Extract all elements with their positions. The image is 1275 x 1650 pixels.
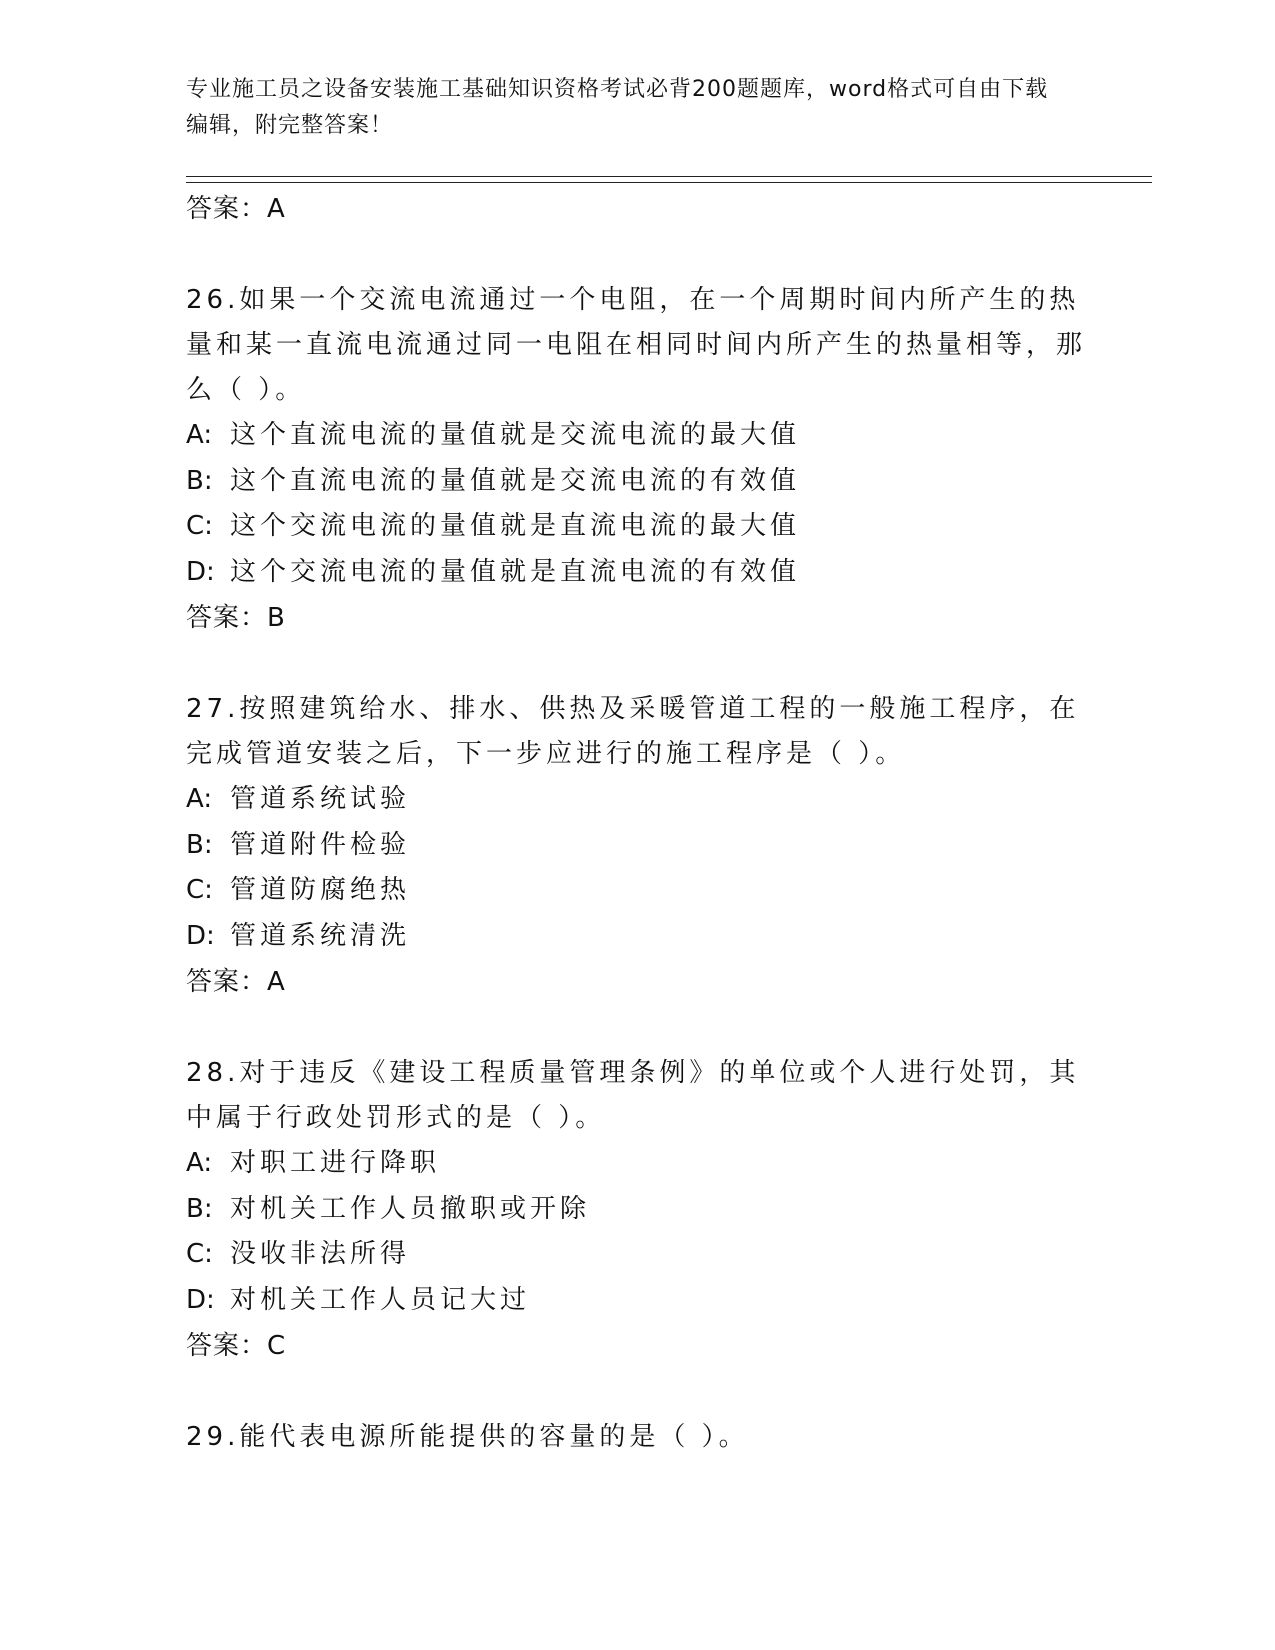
option-c bbox=[186, 1232, 1086, 1278]
option-letter: A: bbox=[186, 420, 213, 450]
option-d bbox=[186, 1278, 1086, 1324]
option-letter: C: bbox=[186, 511, 213, 541]
option-d bbox=[186, 914, 1086, 960]
question-text: 29.能代表电源所能提供的容量的是（ ）。 bbox=[186, 1422, 749, 1452]
option-text: 对机关工作人员记大过 bbox=[230, 1284, 531, 1315]
question-28 bbox=[186, 1051, 1086, 1369]
option-text: 对机关工作人员撤职或开除 bbox=[230, 1193, 591, 1224]
option-text: 没收非法所得 bbox=[230, 1239, 411, 1269]
option-b bbox=[186, 823, 1086, 869]
answer-line: 答案：B bbox=[186, 603, 286, 633]
option-letter: D: bbox=[186, 920, 215, 951]
question-text: 28.对于违反《建设工程质量管理条例》的单位或个人进行处罚，其中属于行政处罚形式的是（ ）。 bbox=[186, 1058, 1080, 1133]
option-a bbox=[186, 1141, 1086, 1187]
question-26 bbox=[186, 278, 1086, 641]
option-letter: D: bbox=[186, 1284, 215, 1315]
answer-line: 答案：C bbox=[186, 1331, 287, 1361]
option-letter: B: bbox=[186, 1193, 213, 1224]
option-c bbox=[186, 504, 1086, 550]
option-text: 管道系统试验 bbox=[230, 784, 411, 814]
header-rule-thin bbox=[186, 176, 1152, 177]
option-letter: A: bbox=[186, 1148, 213, 1178]
option-text: 这个直流电流的量值就是交流电流的有效值 bbox=[230, 465, 801, 496]
answer-line: 答案：A bbox=[186, 967, 286, 997]
option-text: 这个交流电流的量值就是直流电流的最大值 bbox=[230, 511, 801, 541]
option-b bbox=[186, 459, 1086, 505]
option-letter: C: bbox=[186, 1239, 213, 1269]
option-text: 这个交流电流的量值就是直流电流的有效值 bbox=[230, 556, 801, 587]
option-letter: C: bbox=[186, 875, 213, 905]
question-29 bbox=[186, 1415, 1086, 1460]
option-letter: D: bbox=[186, 556, 215, 587]
option-text: 管道防腐绝热 bbox=[230, 875, 411, 905]
option-b bbox=[186, 1187, 1086, 1233]
answer-line: 答案：A bbox=[186, 194, 286, 224]
option-c bbox=[186, 868, 1086, 914]
option-a bbox=[186, 777, 1086, 823]
option-letter: B: bbox=[186, 465, 213, 496]
option-a bbox=[186, 413, 1086, 459]
option-text: 管道系统清洗 bbox=[230, 920, 411, 951]
option-text: 这个直流电流的量值就是交流电流的最大值 bbox=[230, 420, 801, 450]
option-letter: A: bbox=[186, 784, 213, 814]
document-body bbox=[186, 186, 1086, 1460]
question-27 bbox=[186, 687, 1086, 1005]
page-header: 专业施工员之设备安装施工基础知识资格考试必背200题题库，word格式可自由下载编辑，附完整答案！ bbox=[186, 77, 1049, 138]
question-text: 26.如果一个交流电流通过一个电阻，在一个周期时间内所产生的热量和某一直流电流通过同一电阻在相同时间内所产生的热量相等，那么（ ）。 bbox=[186, 285, 1087, 405]
option-text: 对职工进行降职 bbox=[230, 1148, 441, 1178]
option-text: 管道附件检验 bbox=[230, 829, 411, 860]
option-d bbox=[186, 550, 1086, 596]
option-letter: B: bbox=[186, 829, 213, 860]
header-rule-thick bbox=[186, 182, 1152, 183]
question-text: 27.按照建筑给水、排水、供热及采暖管道工程的一般施工程序，在完成管道安装之后，下一步应进行的施工程序是（ ）。 bbox=[186, 694, 1080, 769]
